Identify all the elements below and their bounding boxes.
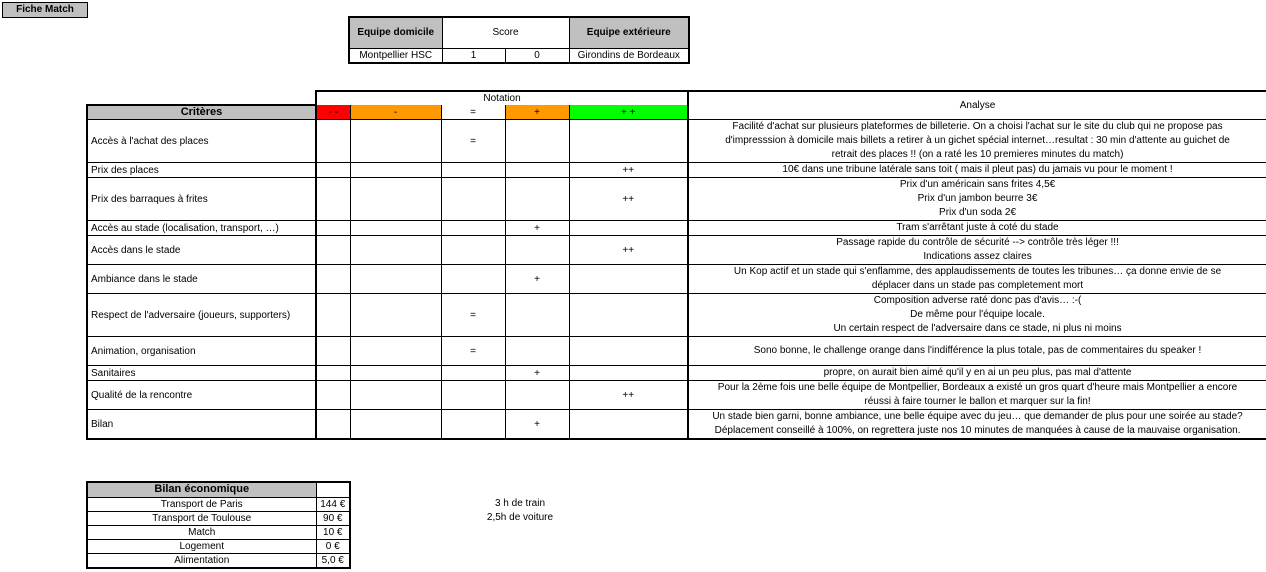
home-score[interactable]: 1 (442, 48, 505, 63)
grade-cell[interactable] (316, 337, 350, 366)
grade-cell[interactable] (569, 294, 688, 337)
score-header: Score (442, 17, 569, 48)
criteria-row (87, 265, 1266, 294)
expense-value[interactable]: 5,0 € (316, 553, 350, 568)
grade-header-4: + + (569, 105, 688, 120)
fiche-match-tab[interactable]: Fiche Match (2, 2, 88, 18)
grade-mark[interactable]: + (505, 410, 569, 440)
grade-cell[interactable] (505, 337, 569, 366)
grade-cell[interactable] (350, 294, 441, 337)
grade-cell[interactable] (350, 236, 441, 265)
away-team-header: Equipe extérieure (569, 17, 689, 48)
criteria-row (87, 178, 1266, 221)
grade-cell[interactable] (350, 120, 441, 163)
home-team-name[interactable]: Montpellier HSC (349, 48, 442, 63)
analysis-cell[interactable] (688, 410, 1266, 440)
criteria-row (87, 120, 1266, 163)
grade-cell[interactable] (316, 294, 350, 337)
analysis-line: déplacer dans un stade pas completement mort (871, 280, 1084, 291)
criterion-label: Sanitaires (87, 366, 316, 381)
travel-notes (440, 497, 600, 525)
score-table (348, 16, 690, 64)
expense-label: Logement (87, 539, 316, 553)
grade-mark[interactable]: + (505, 221, 569, 236)
expense-value[interactable]: 90 € (316, 511, 350, 525)
criterion-label: Bilan (87, 410, 316, 440)
analysis-line: Un Kop actif et un stade qui s'enflamme, des applaudissements de toutes les tribunes… ça donne envie de se (733, 266, 1222, 277)
expense-label: Transport de Paris (87, 497, 316, 511)
criteria-row (87, 337, 1266, 366)
grade-cell[interactable] (441, 163, 505, 178)
grade-cell[interactable] (441, 381, 505, 410)
criterion-label: Accès au stade (localisation, transport, …) (87, 221, 316, 236)
analysis-line: Prix d'un jambon beurre 3€ (917, 193, 1038, 204)
away-score[interactable]: 0 (505, 48, 569, 63)
grade-cell[interactable] (350, 265, 441, 294)
criteria-row (87, 366, 1266, 381)
expense-value[interactable]: 10 € (316, 525, 350, 539)
analysis-line: Prix d'un américain sans frites 4,5€ (899, 179, 1056, 190)
criterion-label: Accès dans le stade (87, 236, 316, 265)
analysis-line: Pour la 2ème fois une belle équipe de Montpellier, Bordeaux a existé un gros quart d'heure mais Montpellier a encore (717, 382, 1238, 393)
criteria-row (87, 221, 1266, 236)
analysis-line: d'impresssion à domicile mais billets a retirer à un gichet spécial internet…resultat : 30 min d'attente au guichet de (725, 135, 1230, 146)
notation-header: Notation (316, 91, 688, 105)
grade-header-0: - - (316, 105, 350, 120)
analysis-line: retrait des places !! (on a raté les 10 premieres minutes du match) (831, 149, 1124, 160)
analysis-line: Un certain respect de l'adversaire dans ce stade, ni plus ni moins (833, 323, 1122, 334)
criterion-label: Respect de l'adversaire (joueurs, supporters) (87, 294, 316, 337)
grade-mark[interactable]: + (505, 265, 569, 294)
analysis-cell[interactable] (688, 294, 1266, 337)
expense-value[interactable]: 144 € (316, 497, 350, 511)
criteria-row (87, 236, 1266, 265)
criterion-label: Prix des places (87, 163, 316, 178)
grade-cell[interactable] (441, 410, 505, 440)
grade-cell[interactable] (350, 178, 441, 221)
expense-label: Alimentation (87, 553, 316, 568)
economic-row (87, 511, 350, 525)
economic-row (87, 525, 350, 539)
analysis-line: Composition adverse raté donc pas d'avis… :-( (873, 295, 1082, 306)
analysis-cell[interactable] (688, 337, 1266, 366)
grade-mark[interactable]: = (441, 120, 505, 163)
analysis-line: Indications assez claires (923, 251, 1032, 262)
grade-cell[interactable] (569, 410, 688, 440)
analysis-line: Prix d'un soda 2€ (939, 207, 1017, 218)
analysis-cell[interactable] (688, 178, 1266, 221)
grade-cell[interactable] (350, 221, 441, 236)
travel-note-car: 2,5h de voiture (486, 512, 554, 523)
analysis-line: Tram s'arrêtant juste à coté du stade (896, 222, 1059, 233)
economic-header: Bilan économique (87, 482, 316, 497)
analysis-line: Sono bonne, le challenge orange dans l'indifférence la plus totale, pas de commentaires du speaker ! (753, 345, 1202, 356)
grade-mark[interactable]: ++ (569, 236, 688, 265)
criteria-row (87, 294, 1266, 337)
home-team-header: Equipe domicile (349, 17, 442, 48)
grade-mark[interactable]: ++ (569, 178, 688, 221)
grade-cell[interactable] (350, 163, 441, 178)
criteria-header: Critères (87, 105, 316, 120)
travel-note-train: 3 h de train (494, 498, 546, 509)
analysis-header: Analyse (688, 91, 1266, 120)
grade-cell[interactable] (350, 337, 441, 366)
analysis-cell[interactable] (688, 265, 1266, 294)
grade-header-1: - (350, 105, 441, 120)
analysis-line: réussi à faire tourner le ballon et marquer sur la fin! (864, 396, 1091, 407)
analysis-cell[interactable] (688, 381, 1266, 410)
grade-cell[interactable] (316, 178, 350, 221)
grade-header-3: + (505, 105, 569, 120)
criterion-label: Qualité de la rencontre (87, 381, 316, 410)
grade-cell[interactable] (569, 120, 688, 163)
grade-header-2: = (441, 105, 505, 120)
analysis-cell[interactable] (688, 163, 1266, 178)
analysis-cell[interactable] (688, 120, 1266, 163)
grade-cell[interactable] (569, 337, 688, 366)
grade-mark[interactable]: + (505, 366, 569, 381)
analysis-line: De même pour l'équipe locale. (910, 309, 1045, 320)
criterion-label: Prix des barraques à frites (87, 178, 316, 221)
analysis-line: propre, on aurait bien aimé qu'il y en ai un peu plus, pas mal d'attente (823, 367, 1132, 378)
criteria-row (87, 381, 1266, 410)
analysis-line: Facilité d'achat sur plusieurs plateformes de billeterie. On a choisi l'achat sur le site du club qui ne propose pas (732, 121, 1223, 132)
grade-cell[interactable] (316, 163, 350, 178)
expense-label: Match (87, 525, 316, 539)
grade-cell[interactable] (505, 178, 569, 221)
grade-cell[interactable] (505, 120, 569, 163)
grade-mark[interactable]: ++ (569, 381, 688, 410)
grade-mark[interactable]: = (441, 337, 505, 366)
analysis-cell[interactable] (688, 366, 1266, 381)
criteria-row (87, 163, 1266, 178)
criterion-label: Accès à l'achat des places (87, 120, 316, 163)
economic-table (86, 481, 351, 569)
grade-cell[interactable] (316, 366, 350, 381)
grade-cell[interactable] (441, 221, 505, 236)
analysis-line: Passage rapide du contrôle de sécurité --> contrôle très léger !!! (836, 237, 1119, 248)
grade-mark[interactable]: = (441, 294, 505, 337)
economic-row (87, 553, 350, 568)
grade-cell[interactable] (505, 294, 569, 337)
grade-cell[interactable] (441, 236, 505, 265)
grade-cell[interactable] (441, 178, 505, 221)
grade-cell[interactable] (316, 410, 350, 440)
grade-cell[interactable] (350, 410, 441, 440)
grade-cell[interactable] (350, 366, 441, 381)
analysis-line: Un stade bien garni, bonne ambiance, une belle équipe avec du jeu… que demander de plus pour une soirée au stade? (712, 411, 1243, 422)
grade-cell[interactable] (569, 265, 688, 294)
grade-cell[interactable] (441, 366, 505, 381)
expense-label: Transport de Toulouse (87, 511, 316, 525)
grade-cell[interactable] (316, 381, 350, 410)
grade-cell[interactable] (441, 265, 505, 294)
economic-row (87, 497, 350, 511)
grade-cell[interactable] (505, 381, 569, 410)
grade-mark[interactable]: ++ (569, 163, 688, 178)
economic-row (87, 539, 350, 553)
grade-cell[interactable] (505, 236, 569, 265)
rating-table (86, 90, 1266, 440)
grade-cell[interactable] (569, 366, 688, 381)
analysis-cell[interactable] (688, 221, 1266, 236)
grade-cell[interactable] (350, 381, 441, 410)
criterion-label: Ambiance dans le stade (87, 265, 316, 294)
criterion-label: Animation, organisation (87, 337, 316, 366)
analysis-cell[interactable] (688, 236, 1266, 265)
expense-value[interactable]: 0 € (316, 539, 350, 553)
grade-cell[interactable] (316, 265, 350, 294)
criteria-row (87, 410, 1266, 440)
grade-cell[interactable] (569, 221, 688, 236)
grade-cell[interactable] (316, 120, 350, 163)
grade-cell[interactable] (505, 163, 569, 178)
analysis-line: Déplacement conseillé à 100%, on regrettera juste nos 10 minutes de manquées à cause de la mauvaise organisation. (714, 425, 1241, 436)
grade-cell[interactable] (316, 221, 350, 236)
away-team-name[interactable]: Girondins de Bordeaux (569, 48, 689, 63)
grade-cell[interactable] (316, 236, 350, 265)
analysis-line: 10€ dans une tribune latérale sans toit ( mais il pleut pas) du jamais vu pour le moment ! (782, 164, 1173, 175)
